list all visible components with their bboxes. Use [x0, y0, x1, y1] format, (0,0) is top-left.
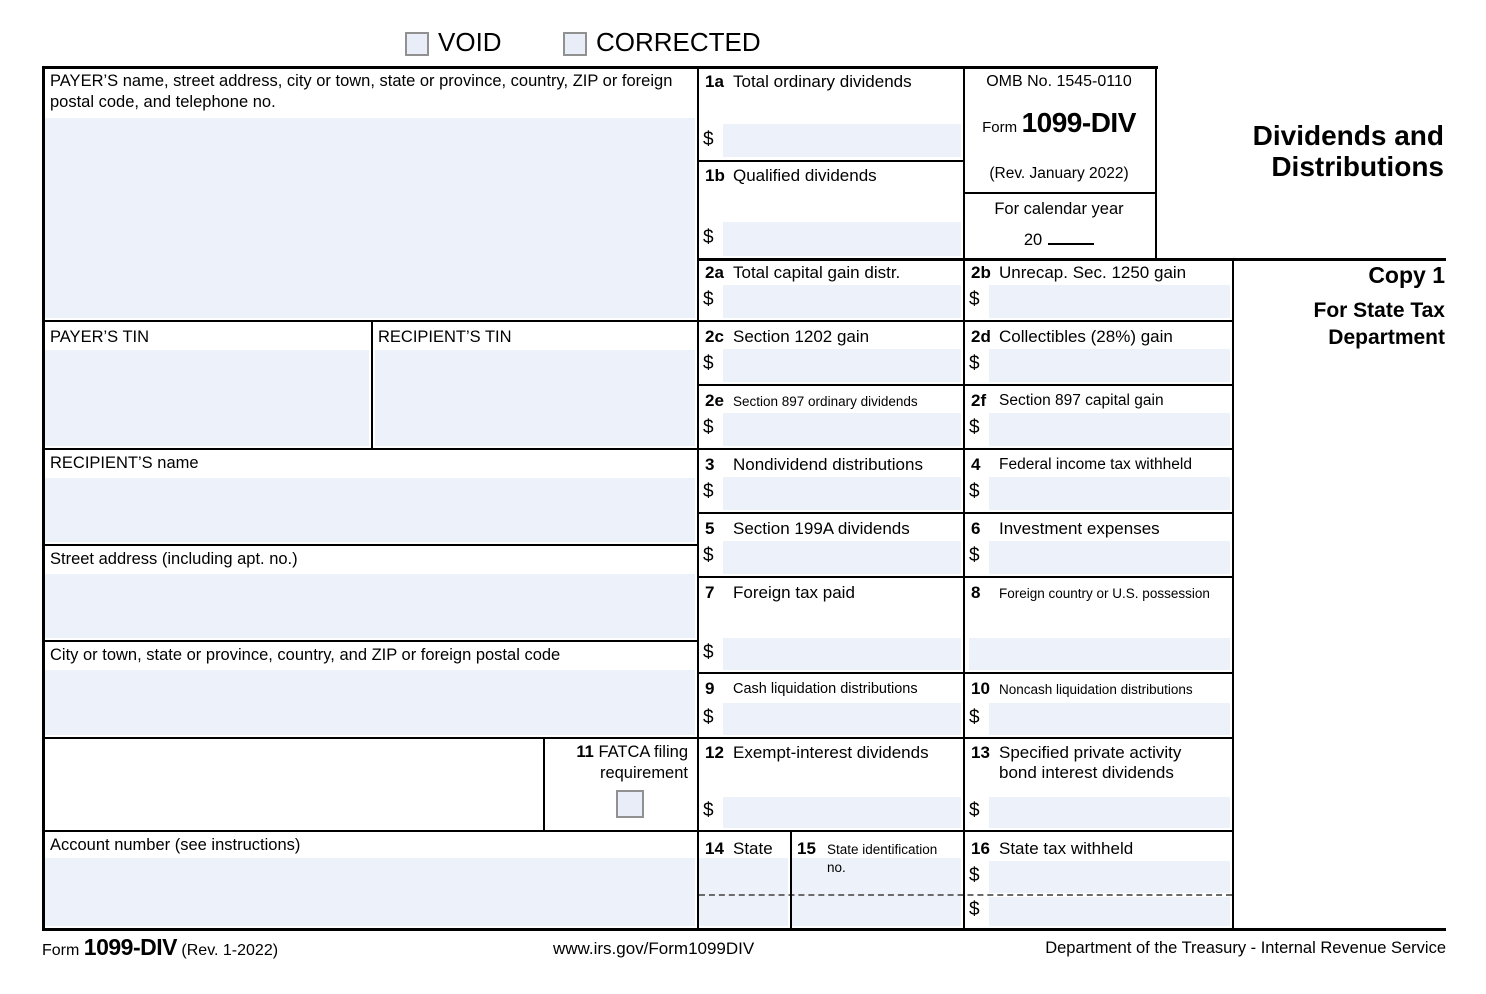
box-2f-amount-field[interactable]	[989, 413, 1230, 446]
box-13-label: 13 Specified private activity bond interest dividends	[971, 743, 1182, 782]
footer-form-number: 1099-DIV	[83, 934, 177, 960]
footer-agency: Department of the Treasury - Internal Revenue Service	[1045, 939, 1446, 957]
box-8-label: 8 Foreign country or U.S. possession	[971, 583, 1210, 602]
copy-block	[1240, 262, 1445, 351]
box-15-label: 15 State identification no.	[797, 839, 938, 875]
calendar-year-prefix: 20	[1023, 231, 1043, 249]
box-6-amount-field[interactable]	[989, 541, 1230, 574]
void-checkbox[interactable]	[405, 32, 429, 56]
box-5-label: 5 Section 199A dividends	[705, 519, 910, 538]
box-2e-amount-field[interactable]	[723, 413, 961, 446]
box-2d-amount-field[interactable]	[989, 349, 1230, 382]
box-2e-label: 2e Section 897 ordinary dividends	[705, 391, 918, 410]
box-2d-dollar-sign: $	[969, 353, 980, 374]
form-title-line2: Distributions	[1271, 151, 1444, 182]
box-12-dollar-sign: $	[703, 800, 714, 821]
box-5-dollar-sign: $	[703, 545, 714, 566]
box-2f-dollar-sign: $	[969, 417, 980, 438]
box-9-amount-field[interactable]	[723, 703, 961, 735]
box-16-dollar-sign-row1: $	[969, 865, 980, 886]
box-5-amount-field[interactable]	[723, 541, 961, 574]
box-3-amount-field[interactable]	[723, 477, 961, 510]
payer-tin-label: PAYER’S TIN	[50, 328, 150, 346]
copy-for-block	[1240, 297, 1445, 351]
grid-line	[42, 66, 45, 931]
box-13-amount-field[interactable]	[989, 797, 1230, 828]
box-12-amount-field[interactable]	[723, 797, 961, 828]
form-number: 1099-DIV	[1021, 107, 1136, 138]
form-word: Form	[982, 119, 1018, 136]
grid-line	[697, 66, 699, 928]
recipient-name-field[interactable]	[45, 478, 695, 542]
payer-tin-field[interactable]	[45, 350, 369, 446]
grid-line	[1155, 66, 1157, 258]
box-7-amount-field[interactable]	[723, 638, 961, 670]
form-title	[1160, 120, 1444, 182]
footer-form-word: Form	[42, 942, 80, 959]
box-10-dollar-sign: $	[969, 707, 980, 728]
corrected-checkbox[interactable]	[563, 32, 587, 56]
box-14-state-field[interactable]	[699, 858, 788, 926]
box-2c-amount-field[interactable]	[723, 349, 961, 382]
grid-line	[790, 830, 792, 928]
grid-line	[963, 66, 965, 928]
box-9-dollar-sign: $	[703, 707, 714, 728]
box-12-label: 12 Exempt-interest dividends	[705, 743, 929, 762]
box-7-dollar-sign: $	[703, 642, 714, 663]
grid-line	[697, 384, 1234, 386]
box-2a-label: 2a Total capital gain distr.	[705, 263, 901, 282]
box-2f-label: 2f Section 897 capital gain	[971, 391, 1164, 410]
box-10-label: 10 Noncash liquidation distributions	[971, 679, 1193, 698]
grid-line	[42, 830, 1234, 832]
account-number-field[interactable]	[45, 858, 695, 926]
box-2d-label: 2d Collectibles (28%) gain	[971, 327, 1173, 346]
revision-label: (Rev. January 2022)	[989, 165, 1129, 182]
city-label: City or town, state or province, country, and ZIP or foreign postal code	[50, 646, 561, 664]
omb-number: OMB No. 1545-0110	[986, 73, 1132, 90]
void-label: VOID	[438, 27, 502, 57]
box-2c-label: 2c Section 1202 gain	[705, 327, 870, 346]
form-number-block	[963, 107, 1155, 139]
grid-line	[697, 672, 1234, 674]
box-4-amount-field[interactable]	[989, 477, 1230, 510]
box-6-dollar-sign: $	[969, 545, 980, 566]
grid-line	[42, 737, 1234, 739]
box-11-label: 11 FATCA filing requirement	[576, 743, 688, 782]
box-2b-amount-field[interactable]	[989, 285, 1230, 318]
footer-form-id	[42, 934, 278, 961]
account-number-label: Account number (see instructions)	[50, 836, 301, 854]
grid-line	[42, 640, 699, 642]
copy-for-line1: For State Tax	[1313, 299, 1445, 322]
box-1b-amount-field[interactable]	[723, 222, 961, 256]
payer-info-label: PAYER’S name, street address, city or town, state or province, country, ZIP or foreign postal code, and telephone no.	[50, 72, 673, 111]
payer-info-field[interactable]	[45, 118, 695, 318]
grid-line	[42, 928, 1446, 931]
box-14-label: 14 State	[705, 839, 773, 858]
box-1a-label: 1a Total ordinary dividends	[705, 72, 912, 91]
box-4-label: 4 Federal income tax withheld	[971, 455, 1192, 474]
footer-revision: (Rev. 1-2022)	[181, 942, 279, 959]
grid-line	[42, 66, 1158, 69]
recipient-tin-label: RECIPIENT’S TIN	[378, 328, 512, 346]
recipient-name-label: RECIPIENT’S name	[50, 454, 199, 472]
box-16-amount-field-row2[interactable]	[989, 897, 1230, 926]
box-16-dollar-sign-row2: $	[969, 899, 980, 920]
grid-line	[371, 320, 373, 448]
copy-label: Copy 1	[1368, 262, 1445, 288]
box-2b-label: 2b Unrecap. Sec. 1250 gain	[971, 263, 1187, 282]
grid-line	[42, 544, 699, 546]
recipient-tin-field[interactable]	[375, 350, 695, 446]
box-3-dollar-sign: $	[703, 481, 714, 502]
box-1b-label: 1b Qualified dividends	[705, 166, 877, 185]
grid-line	[543, 737, 545, 830]
corrected-label: CORRECTED	[596, 27, 761, 57]
grid-line	[42, 320, 1234, 322]
box-2a-dollar-sign: $	[703, 289, 714, 310]
form-title-line1: Dividends and	[1252, 120, 1444, 151]
footer-url: www.irs.gov/Form1099DIV	[553, 939, 755, 958]
box-1a-amount-field[interactable]	[723, 124, 961, 157]
box-2a-amount-field[interactable]	[723, 285, 961, 318]
grid-line	[963, 192, 1157, 194]
grid-dashed-line	[699, 894, 1232, 896]
box-2b-dollar-sign: $	[969, 289, 980, 310]
grid-line	[697, 160, 965, 162]
grid-line	[1232, 258, 1234, 928]
copy-for-line2: Department	[1328, 326, 1445, 349]
fatca-checkbox[interactable]	[616, 790, 644, 818]
box-2c-dollar-sign: $	[703, 353, 714, 374]
box-16-label: 16 State tax withheld	[971, 839, 1134, 858]
box-6-label: 6 Investment expenses	[971, 519, 1160, 538]
calendar-year-label: For calendar year	[994, 200, 1124, 218]
box-10-amount-field[interactable]	[989, 703, 1230, 735]
box-8-country-field[interactable]	[969, 638, 1230, 670]
box-7-label: 7 Foreign tax paid	[705, 583, 855, 602]
box-16-amount-field-row1[interactable]	[989, 861, 1230, 893]
calendar-year-row	[963, 227, 1155, 250]
grid-line	[42, 448, 1234, 450]
box-13-dollar-sign: $	[969, 800, 980, 821]
grid-line	[697, 258, 1446, 261]
box-1a-dollar-sign: $	[703, 129, 714, 150]
box-4-dollar-sign: $	[969, 481, 980, 502]
box-1b-dollar-sign: $	[703, 227, 714, 248]
city-field[interactable]	[45, 670, 695, 735]
grid-line	[697, 512, 1234, 514]
box-2e-dollar-sign: $	[703, 417, 714, 438]
street-address-label: Street address (including apt. no.)	[50, 550, 298, 568]
box-3-label: 3 Nondividend distributions	[705, 455, 923, 474]
grid-line	[697, 576, 1234, 578]
box-9-label: 9 Cash liquidation distributions	[705, 679, 918, 698]
calendar-year-blank[interactable]	[1048, 227, 1094, 245]
street-address-field[interactable]	[45, 574, 695, 638]
